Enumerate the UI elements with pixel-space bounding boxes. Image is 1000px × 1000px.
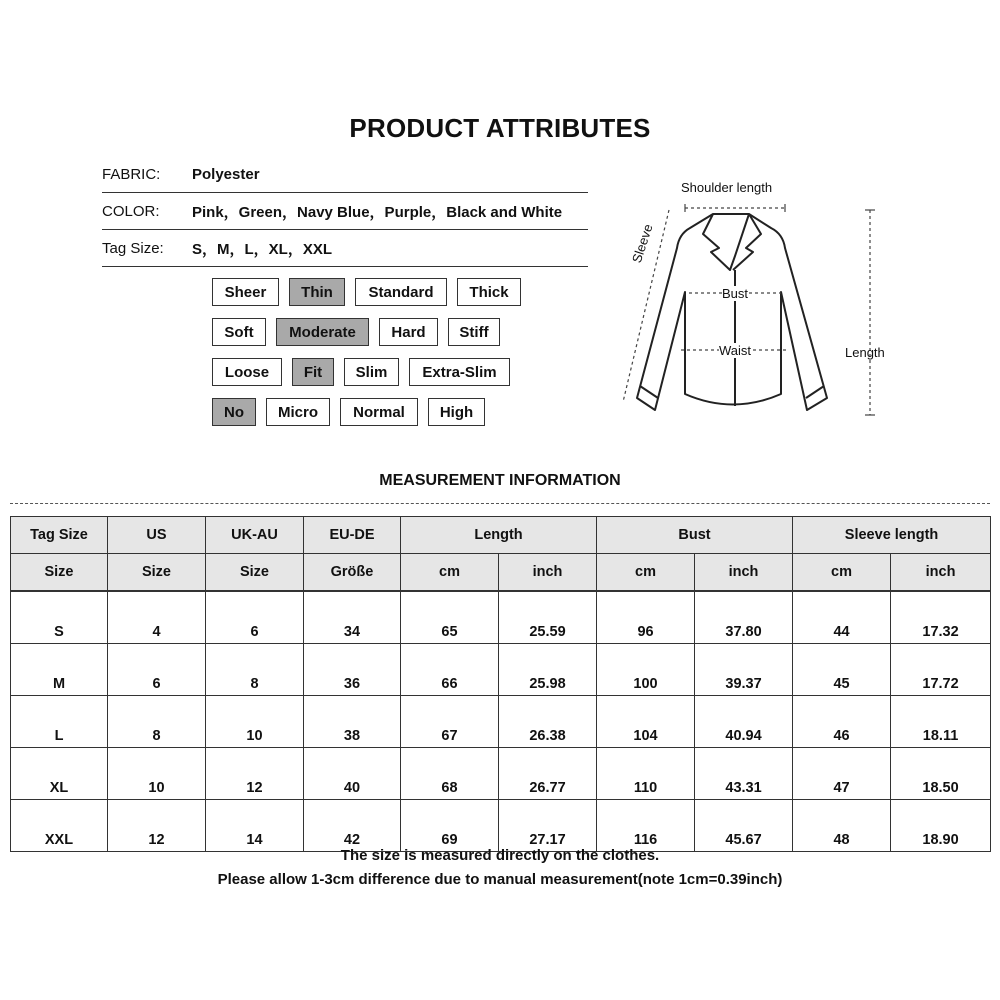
table-cell: 26.77: [499, 748, 597, 800]
header-cell: Size: [206, 554, 304, 592]
type-option-fit[interactable]: Fit: [292, 358, 334, 386]
table-cell: 36: [304, 644, 401, 696]
table-cell: 66: [401, 644, 499, 696]
fabric-value: Polyester: [192, 165, 260, 183]
header-cell: US: [108, 517, 206, 554]
header-cell: Bust: [597, 517, 793, 554]
table-cell: 10: [108, 748, 206, 800]
page-title: PRODUCT ATTRIBUTES: [349, 113, 651, 143]
table-cell: 12: [108, 800, 206, 852]
table-cell: 8: [206, 644, 304, 696]
table-cell: L: [11, 696, 108, 748]
thickness-option-sheer[interactable]: Sheer: [212, 278, 279, 306]
table-cell: 38: [304, 696, 401, 748]
table-cell: 44: [793, 591, 891, 644]
type-option-slim[interactable]: Slim: [344, 358, 399, 386]
header-cell: cm: [401, 554, 499, 592]
table-cell: XL: [11, 748, 108, 800]
table-cell: 17.32: [891, 591, 991, 644]
color-label: COLOR:: [102, 202, 160, 220]
tag-size-row: [102, 230, 588, 266]
header-cell: cm: [793, 554, 891, 592]
header-cell: UK-AU: [206, 517, 304, 554]
table-cell: 40.94: [695, 696, 793, 748]
thickness-option-standard[interactable]: Standard: [355, 278, 447, 306]
touch-option-soft[interactable]: Soft: [212, 318, 266, 346]
table-cell: 37.80: [695, 591, 793, 644]
oft-option-no[interactable]: No: [212, 398, 256, 426]
measurement-title: MEASUREMENT INFORMATION: [379, 472, 621, 489]
table-cell: 46: [793, 696, 891, 748]
length-label: Length: [845, 345, 885, 360]
header-cell: Size: [11, 554, 108, 592]
thickness-option-thick[interactable]: Thick: [457, 278, 521, 306]
measurement-note: The size is measured directly on the clothes.: [340, 847, 660, 864]
table-cell: 25.98: [499, 644, 597, 696]
measurement-disclaimer: Please allow 1-3cm difference due to manual measurement(note 1cm=0.39inch): [217, 871, 783, 888]
table-cell: 4: [108, 591, 206, 644]
divider: [102, 266, 588, 267]
tag-size-label: Tag Size:: [102, 239, 164, 257]
table-cell: 14: [206, 800, 304, 852]
table-cell: 34: [304, 591, 401, 644]
table-cell: 10: [206, 696, 304, 748]
type-option-extra-slim[interactable]: Extra-Slim: [409, 358, 510, 386]
fabric-row: [102, 156, 588, 192]
table-row: [11, 748, 991, 800]
table-cell: 45: [793, 644, 891, 696]
table-cell: 69: [401, 800, 499, 852]
table-row: [11, 591, 991, 644]
waist-label: Waist: [719, 343, 752, 358]
table-cell: 67: [401, 696, 499, 748]
table-cell: 18.11: [891, 696, 991, 748]
table-cell: 47: [793, 748, 891, 800]
header-cell: Sleeve length: [793, 517, 991, 554]
table-cell: 17.72: [891, 644, 991, 696]
header-cell: Größe: [304, 554, 401, 592]
table-subheader-row: [11, 554, 991, 592]
header-cell: EU-DE: [304, 517, 401, 554]
table-row: [11, 644, 991, 696]
table-cell: 116: [597, 800, 695, 852]
table-cell: 26.38: [499, 696, 597, 748]
oft-option-micro[interactable]: Micro: [266, 398, 330, 426]
table-cell: 96: [597, 591, 695, 644]
oft-option-normal[interactable]: Normal: [340, 398, 418, 426]
dashed-divider: [10, 503, 990, 504]
header-cell: inch: [499, 554, 597, 592]
type-option-loose[interactable]: Loose: [212, 358, 282, 386]
header-cell: inch: [891, 554, 991, 592]
thickness-option-thin[interactable]: Thin: [289, 278, 345, 306]
table-cell: M: [11, 644, 108, 696]
table-cell: 43.31: [695, 748, 793, 800]
header-cell: Size: [108, 554, 206, 592]
table-row: [11, 800, 991, 852]
header-cell: Tag Size: [11, 517, 108, 554]
garment-diagram: [615, 170, 905, 430]
oft-option-high[interactable]: High: [428, 398, 485, 426]
table-cell: 18.90: [891, 800, 991, 852]
table-cell: 48: [793, 800, 891, 852]
table-cell: 40: [304, 748, 401, 800]
table-header-row: [11, 517, 991, 554]
table-cell: XXL: [11, 800, 108, 852]
shoulder-length-label: Shoulder length: [681, 180, 773, 195]
table-cell: 6: [206, 591, 304, 644]
header-cell: cm: [597, 554, 695, 592]
table-cell: 42: [304, 800, 401, 852]
touch-option-moderate[interactable]: Moderate: [276, 318, 369, 346]
table-cell: 12: [206, 748, 304, 800]
touch-option-stiff[interactable]: Stiff: [448, 318, 500, 346]
table-cell: 27.17: [499, 800, 597, 852]
touch-option-hard[interactable]: Hard: [379, 318, 438, 346]
header-cell: inch: [695, 554, 793, 592]
header-cell: Length: [401, 517, 597, 554]
table-cell: 39.37: [695, 644, 793, 696]
table-cell: 68: [401, 748, 499, 800]
bust-label: Bust: [722, 286, 749, 301]
table-body: [11, 591, 991, 852]
table-cell: 18.50: [891, 748, 991, 800]
size-table: [10, 516, 991, 852]
table-cell: S: [11, 591, 108, 644]
fabric-label: FABRIC:: [102, 165, 161, 183]
table-cell: 25.59: [499, 591, 597, 644]
tag-size-value: S，M，L，XL，XXL: [192, 240, 333, 258]
sleeve-label: Sleeve: [629, 222, 656, 265]
color-value: Pink，Green，Navy Blue，Purple，Black and White: [192, 203, 563, 221]
table-cell: 45.67: [695, 800, 793, 852]
table-row: [11, 696, 991, 748]
table-cell: 100: [597, 644, 695, 696]
table-cell: 8: [108, 696, 206, 748]
table-cell: 65: [401, 591, 499, 644]
table-cell: 104: [597, 696, 695, 748]
table-cell: 6: [108, 644, 206, 696]
color-row: [102, 193, 588, 229]
table-cell: 110: [597, 748, 695, 800]
jacket-outline-icon: [615, 170, 905, 430]
